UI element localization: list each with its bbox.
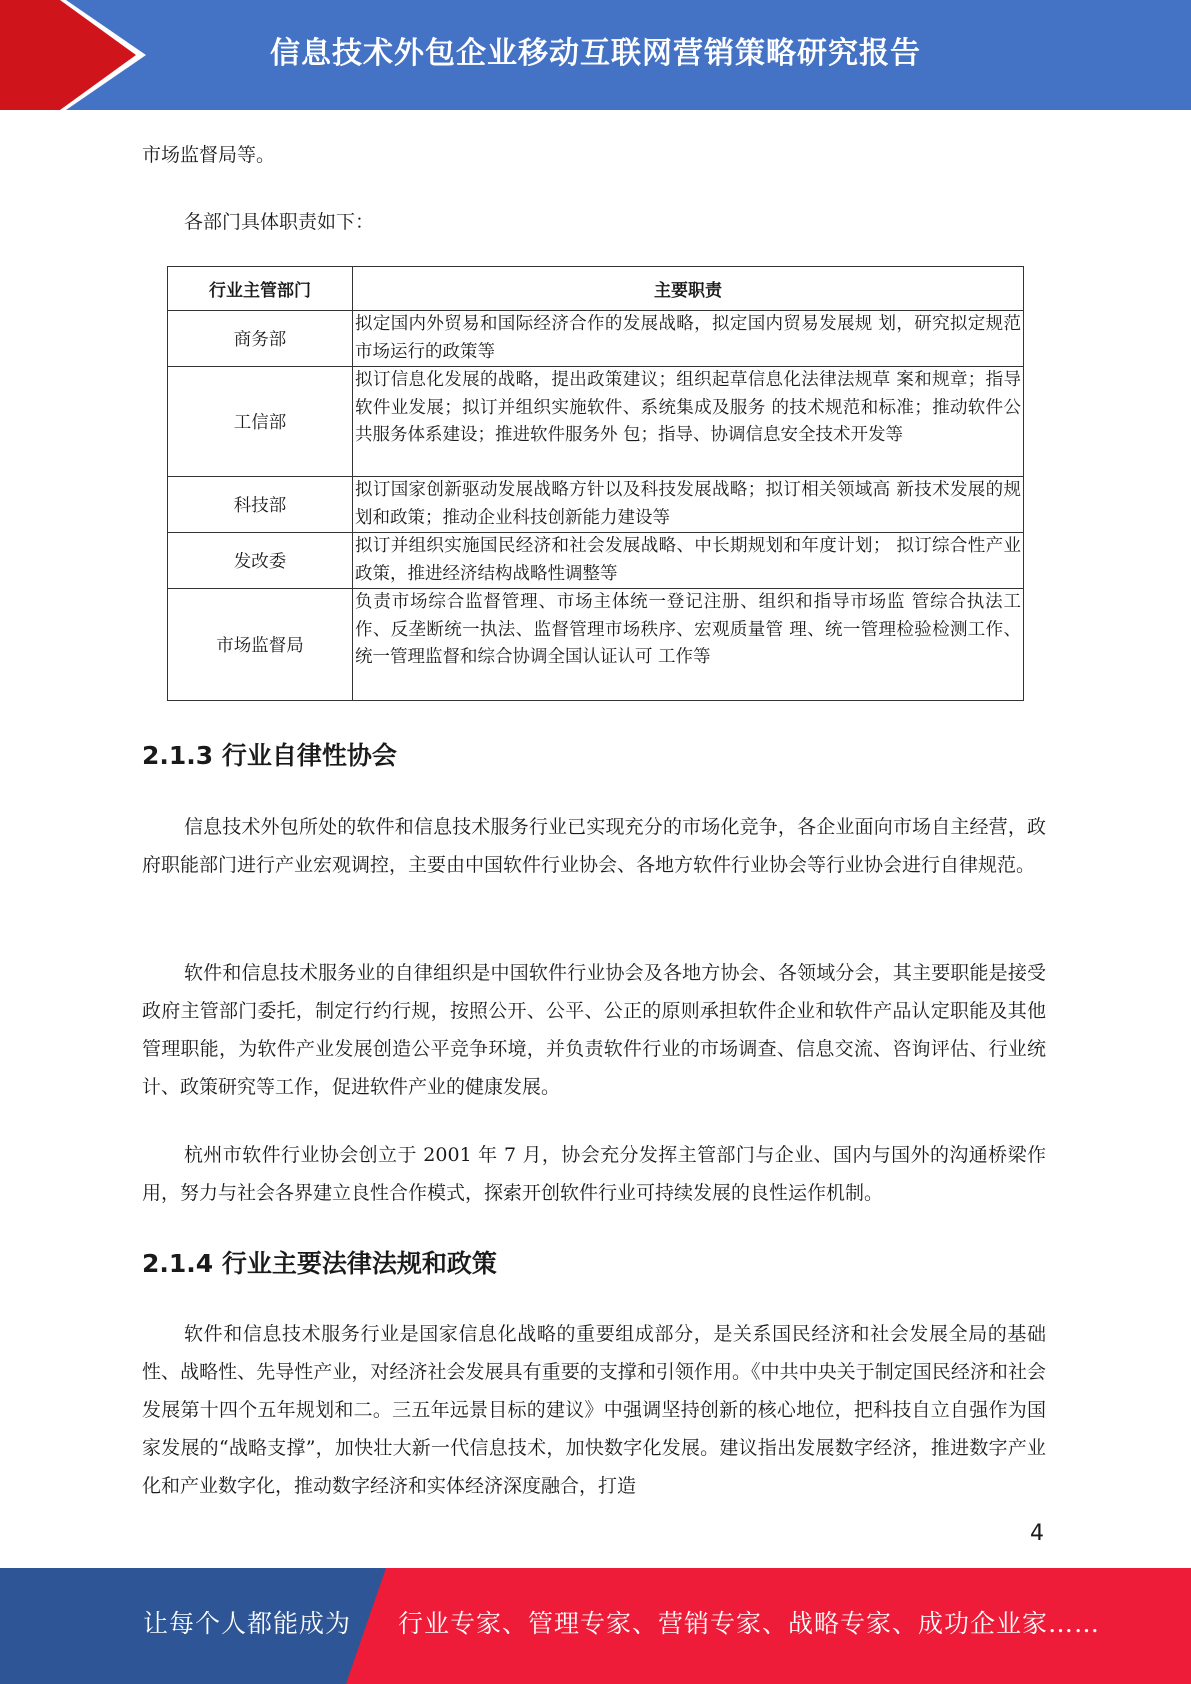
table-header-dept: 行业主管部门 — [168, 267, 353, 311]
duty-cell: 拟订信息化发展的战略，提出政策建议；组织起草信息化法律法规草 案和规章；指导软件业发展；拟订并组织实施软件、系统集成及服务 的技术规范和标准；推动软件公共服务体系建设；推进软件服务外 包；指导、协调信息安全技术开发等 — [353, 367, 1024, 477]
page-number: 4 — [1030, 1521, 1044, 1546]
table-row — [168, 367, 1024, 477]
department-duties-table — [167, 266, 1024, 701]
report-title: 信息技术外包企业移动互联网营销策略研究报告 — [270, 36, 921, 71]
paragraph-hangzhou-association: 杭州市软件行业协会创立于 2001 年 7 月，协会充分发挥主管部门与企业、国内与国外的沟通桥梁作用，努力与社会各界建立良性合作模式，探索开创软件行业可持续发展的良性运作机制。 — [142, 1144, 1046, 1204]
table-header-row — [168, 267, 1024, 311]
duty-cell: 负责市场综合监督管理、市场主体统一登记注册、组织和指导市场监 管综合执法工作、反垄断统一执法、监督管理市场秩序、宏观质量管 理、统一管理检验检测工作、统一管理监督和综合协调全国认证认可 工作等 — [353, 589, 1024, 701]
table-row — [168, 589, 1024, 701]
paragraph-association-functions: 软件和信息技术服务业的自律组织是中国软件行业协会及各地方协会、各领域分会，其主要职能是接受政府主管部门委托，制定行约行规，按照公开、公平、公正的原则承担软件企业和软件产品认定职能及其他管理职能，为软件产业发展创造公平竞争环境，并负责软件行业的市场调查、信息交流、咨询评估、行业统计、政策研究等工作，促进软件产业的健康发展。 — [142, 962, 1046, 1098]
table-row — [168, 477, 1024, 533]
page-footer — [0, 1568, 1191, 1684]
table-row — [168, 533, 1024, 589]
footer-slogan-right: 行业专家、管理专家、营销专家、战略专家、成功企业家…… — [398, 1609, 1101, 1638]
dept-cell: 市场监督局 — [168, 589, 353, 701]
duty-cell: 拟定国内外贸易和国际经济合作的发展战略，拟定国内贸易发展规 划，研究拟定规范市场运行的政策等 — [353, 311, 1024, 367]
footer-slogan-left: 让每个人都能成为 — [143, 1609, 352, 1638]
paragraph-intro: 各部门具体职责如下： — [184, 211, 375, 233]
section-heading-2-1-3: 2.1.3 行业自律性协会 — [142, 741, 397, 770]
paragraph-association-overview: 信息技术外包所处的软件和信息技术服务行业已实现充分的市场化竞争，各企业面向市场自主经营，政府职能部门进行产业宏观调控，主要由中国软件行业协会、各地方软件行业协会等行业协会进行自律规范。 — [142, 816, 1046, 876]
page-header — [0, 0, 1191, 110]
duty-cell: 拟订国家创新驱动发展战略方针以及科技发展战略；拟订相关领域高 新技术发展的规划和政策；推动企业科技创新能力建设等 — [353, 477, 1024, 533]
dept-cell: 工信部 — [168, 367, 353, 477]
paragraph-continuation: 市场监督局等。 — [142, 144, 276, 166]
table-row — [168, 311, 1024, 367]
dept-cell: 科技部 — [168, 477, 353, 533]
section-heading-2-1-4: 2.1.4 行业主要法律法规和政策 — [142, 1249, 497, 1278]
paragraph-policy: 软件和信息技术服务行业是国家信息化战略的重要组成部分，是关系国民经济和社会发展全局的基础性、战略性、先导性产业，对经济社会发展具有重要的支撑和引领作用。《中共中央关于制定国民经济和社会发展第十四个五年规划和二。三五年远景目标的建议》中强调坚持创新的核心地位，把科技自立自强作为国家发展的“战略支撑”，加快壮大新一代信息技术，加快数字化发展。建议指出发展数字经济，推进数字产业化和产业数字化，推动数字经济和实体经济深度融合，打造 — [142, 1323, 1046, 1497]
dept-cell: 商务部 — [168, 311, 353, 367]
dept-cell: 发改委 — [168, 533, 353, 589]
duty-cell: 拟订并组织实施国民经济和社会发展战略、中长期规划和年度计划； 拟订综合性产业政策，推进经济结构战略性调整等 — [353, 533, 1024, 589]
table-header-duty: 主要职责 — [353, 267, 1024, 311]
